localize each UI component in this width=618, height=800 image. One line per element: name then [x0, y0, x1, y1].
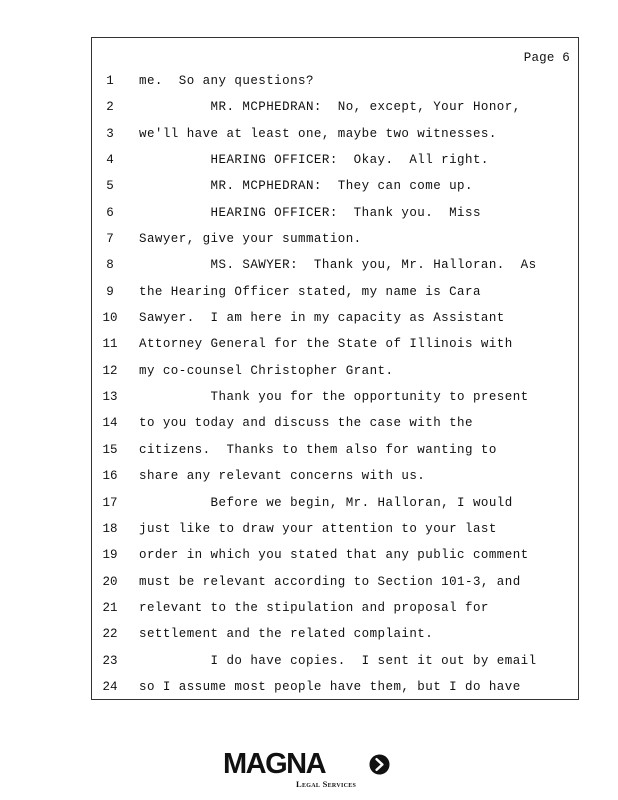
- line-text: the Hearing Officer stated, my name is Cara: [139, 284, 481, 299]
- transcript-line: [92, 98, 578, 124]
- line-text: Before we begin, Mr. Halloran, I would: [139, 495, 513, 510]
- line-number: 17: [102, 495, 118, 510]
- line-number: 9: [106, 284, 114, 299]
- line-text: HEARING OFFICER: Thank you. Miss: [139, 205, 481, 220]
- line-number: 19: [102, 548, 118, 563]
- line-text: relevant to the stipulation and proposal for: [139, 600, 489, 615]
- line-number: 21: [102, 600, 118, 615]
- line-text: MR. MCPHEDRAN: No, except, Your Honor,: [139, 100, 521, 115]
- transcript-page: [91, 37, 579, 700]
- line-text: must be relevant according to Section 101-3, and: [139, 574, 521, 589]
- transcript-line: [92, 204, 578, 230]
- line-text: just like to draw your attention to your last: [139, 521, 497, 536]
- line-text: Sawyer, give your summation.: [139, 232, 362, 247]
- transcript-line: [92, 283, 578, 309]
- line-text: citizens. Thanks to them also for wanting to: [139, 442, 497, 457]
- transcript-lines: [92, 72, 578, 704]
- transcript-line: [92, 256, 578, 282]
- line-number: 8: [106, 258, 114, 273]
- transcript-line: [92, 441, 578, 467]
- line-text: settlement and the related complaint.: [139, 627, 434, 642]
- line-number: 18: [102, 521, 118, 536]
- line-number: 24: [102, 679, 118, 694]
- line-number: 13: [102, 390, 118, 405]
- transcript-line: [92, 625, 578, 651]
- line-text: so I assume most people have them, but I do have: [139, 679, 521, 694]
- line-number: 20: [102, 574, 118, 589]
- page-number: Page 6: [523, 51, 570, 65]
- line-number: 1: [106, 74, 114, 88]
- transcript-line: [92, 494, 578, 520]
- line-text: my co-counsel Christopher Grant.: [139, 363, 394, 378]
- line-number: 5: [106, 179, 114, 194]
- line-number: 3: [106, 126, 114, 141]
- transcript-line: [92, 573, 578, 599]
- transcript-line: [92, 177, 578, 203]
- transcript-line: [92, 362, 578, 388]
- transcript-line: [92, 414, 578, 440]
- line-text: MS. SAWYER: Thank you, Mr. Halloran. As: [139, 258, 537, 273]
- transcript-line: [92, 335, 578, 361]
- line-text: MR. MCPHEDRAN: They can come up.: [139, 179, 473, 194]
- transcript-line: [92, 230, 578, 256]
- line-text: we'll have at least one, maybe two witnesses.: [139, 126, 497, 141]
- line-text: share any relevant concerns with us.: [139, 469, 426, 484]
- line-number: 16: [102, 469, 118, 484]
- line-text: I do have copies. I sent it out by email: [139, 653, 537, 668]
- transcript-line: [92, 652, 578, 678]
- magna-logo: [223, 748, 395, 792]
- transcript-line: [92, 520, 578, 546]
- line-number: 23: [102, 653, 118, 668]
- logo-wordmark: MAGNA: [223, 748, 326, 780]
- line-text: Sawyer. I am here in my capacity as Assistant: [139, 311, 505, 326]
- line-number: 11: [102, 337, 118, 352]
- line-text: to you today and discuss the case with the: [139, 416, 473, 431]
- transcript-line: [92, 678, 578, 704]
- transcript-line: [92, 125, 578, 151]
- line-number: 6: [106, 205, 114, 220]
- line-text: me. So any questions?: [139, 74, 314, 88]
- line-number: 14: [102, 416, 118, 431]
- transcript-line: [92, 546, 578, 572]
- transcript-line: [92, 388, 578, 414]
- line-number: 4: [106, 153, 114, 168]
- line-text: HEARING OFFICER: Okay. All right.: [139, 153, 489, 168]
- line-number: 7: [106, 232, 114, 247]
- chevron-right-circle-icon: [369, 754, 390, 775]
- transcript-line: [92, 151, 578, 177]
- logo-subtitle: Legal Services: [296, 779, 357, 789]
- line-number: 15: [102, 442, 118, 457]
- transcript-line: [92, 72, 578, 98]
- line-number: 22: [102, 627, 118, 642]
- line-number: 10: [102, 311, 118, 326]
- transcript-line: [92, 599, 578, 625]
- line-number: 2: [106, 100, 114, 115]
- line-text: Thank you for the opportunity to present: [139, 390, 529, 405]
- transcript-line: [92, 309, 578, 335]
- line-text: Attorney General for the State of Illinois with: [139, 337, 513, 352]
- line-number: 12: [102, 363, 118, 378]
- line-text: order in which you stated that any public comment: [139, 548, 529, 563]
- transcript-line: [92, 467, 578, 493]
